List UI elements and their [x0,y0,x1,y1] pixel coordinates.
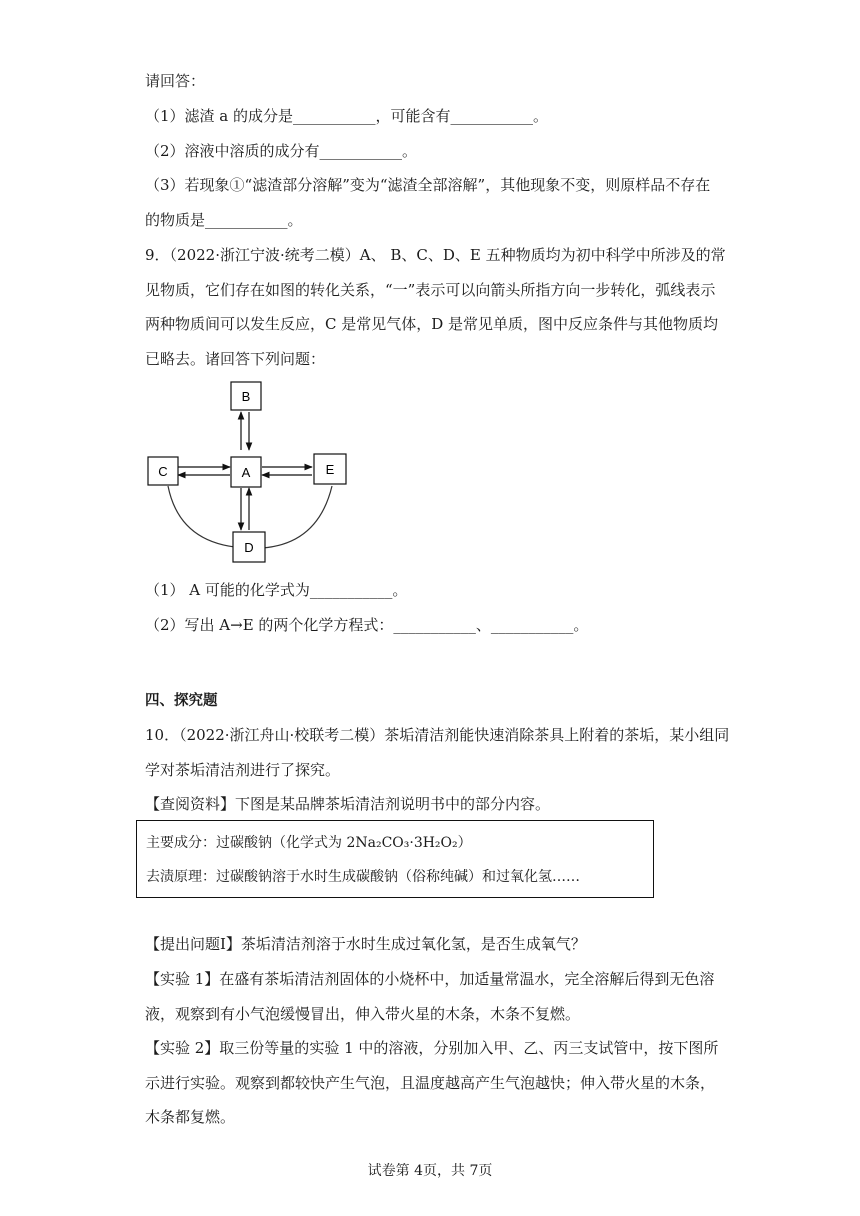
experiment-1-line-1: 【实验 1】在盛有茶垢清洁剂固体的小烧杯中，加适量常温水，完全溶解后得到无色溶 [145,970,715,988]
experiment-2-line-1: 【实验 2】取三份等量的实验 1 中的溶液，分别加入甲、乙、丙三支试管中，按下图所 [145,1039,719,1057]
box-ingredient: 主要成分：过碳酸钠（化学式为 2Na₂CO₃·3H₂O₂） [146,835,472,851]
node-a [231,457,261,487]
node-e [314,454,346,484]
q9-line-2: 见物质，它们存在如图的转化关系，“一”表示可以向箭头所指方向一步转化，弧线表示 [145,281,716,299]
q10-line-1: 10．（2022·浙江舟山·校联考二模）茶垢清洁剂能快速消除茶具上附着的茶垢，某小组同 [145,726,730,744]
q9-line-3: 两种物质间可以发生反应，C 是常见气体，D 是常见单质，图中反应条件与其他物质均 [145,315,719,333]
node-b-label: B [241,389,251,404]
q9-line-1: 9．（2022·浙江宁波·统考二模）A、 B、C、D、E 五种物质均为初中科学中所涉及的常 [145,246,726,264]
question-1: （1）滤渣 a 的成分是___________，可能含有___________。 [145,107,549,125]
node-d-label: D [244,540,254,555]
node-a-label: A [241,465,251,480]
experiment-1-line-2: 液，观察到有小气泡缓慢冒出，伸入带火星的木条，木条不复燃。 [145,1005,581,1023]
q9-sub-1: （1） A 可能的化学式为___________。 [145,581,408,599]
q9-sub-2: （2）写出 A→E 的两个化学方程式：___________、___________。 [145,616,589,634]
page-footer: 试卷第 4页，共 7页 [367,1163,493,1179]
reference-note: 【查阅资料】下图是某品牌茶垢清洁剂说明书中的部分内容。 [145,795,551,813]
conversion-diagram [140,376,370,566]
node-b [231,382,261,410]
question-3-line-1: （3）若现象①“滤渣部分溶解”变为“滤渣全部溶解”，其他现象不变，则原样品不存在 [145,176,711,194]
question-2: （2）溶液中溶质的成分有___________。 [145,142,418,160]
node-c-label: C [158,464,168,479]
section-heading: 四、探究题 [145,693,218,709]
question-3-line-2: 的物质是___________。 [145,211,303,229]
node-e-label: E [325,462,335,477]
q9-line-4: 已略去。诸回答下列问题： [145,350,326,368]
node-c [148,457,178,485]
experiment-2-line-2: 示进行实验。观察到都较快产生气泡，且温度越高产生气泡越快；伸入带火星的木条， [145,1074,716,1092]
box-principle: 去渍原理：过碳酸钠溶于水时生成碳酸钠（俗称纯碱）和过氧化氢…… [146,869,580,885]
question-statement: 【提出问题Ⅰ】茶垢清洁剂溶于水时生成过氧化氢，是否生成氧气？ [145,935,586,953]
instruction-box [136,820,654,898]
experiment-2-line-3: 木条都复燃。 [145,1108,236,1126]
node-d [233,532,265,562]
q10-line-2: 学对茶垢清洁剂进行了探究。 [145,761,341,779]
answer-prompt: 请回答： [145,72,206,90]
